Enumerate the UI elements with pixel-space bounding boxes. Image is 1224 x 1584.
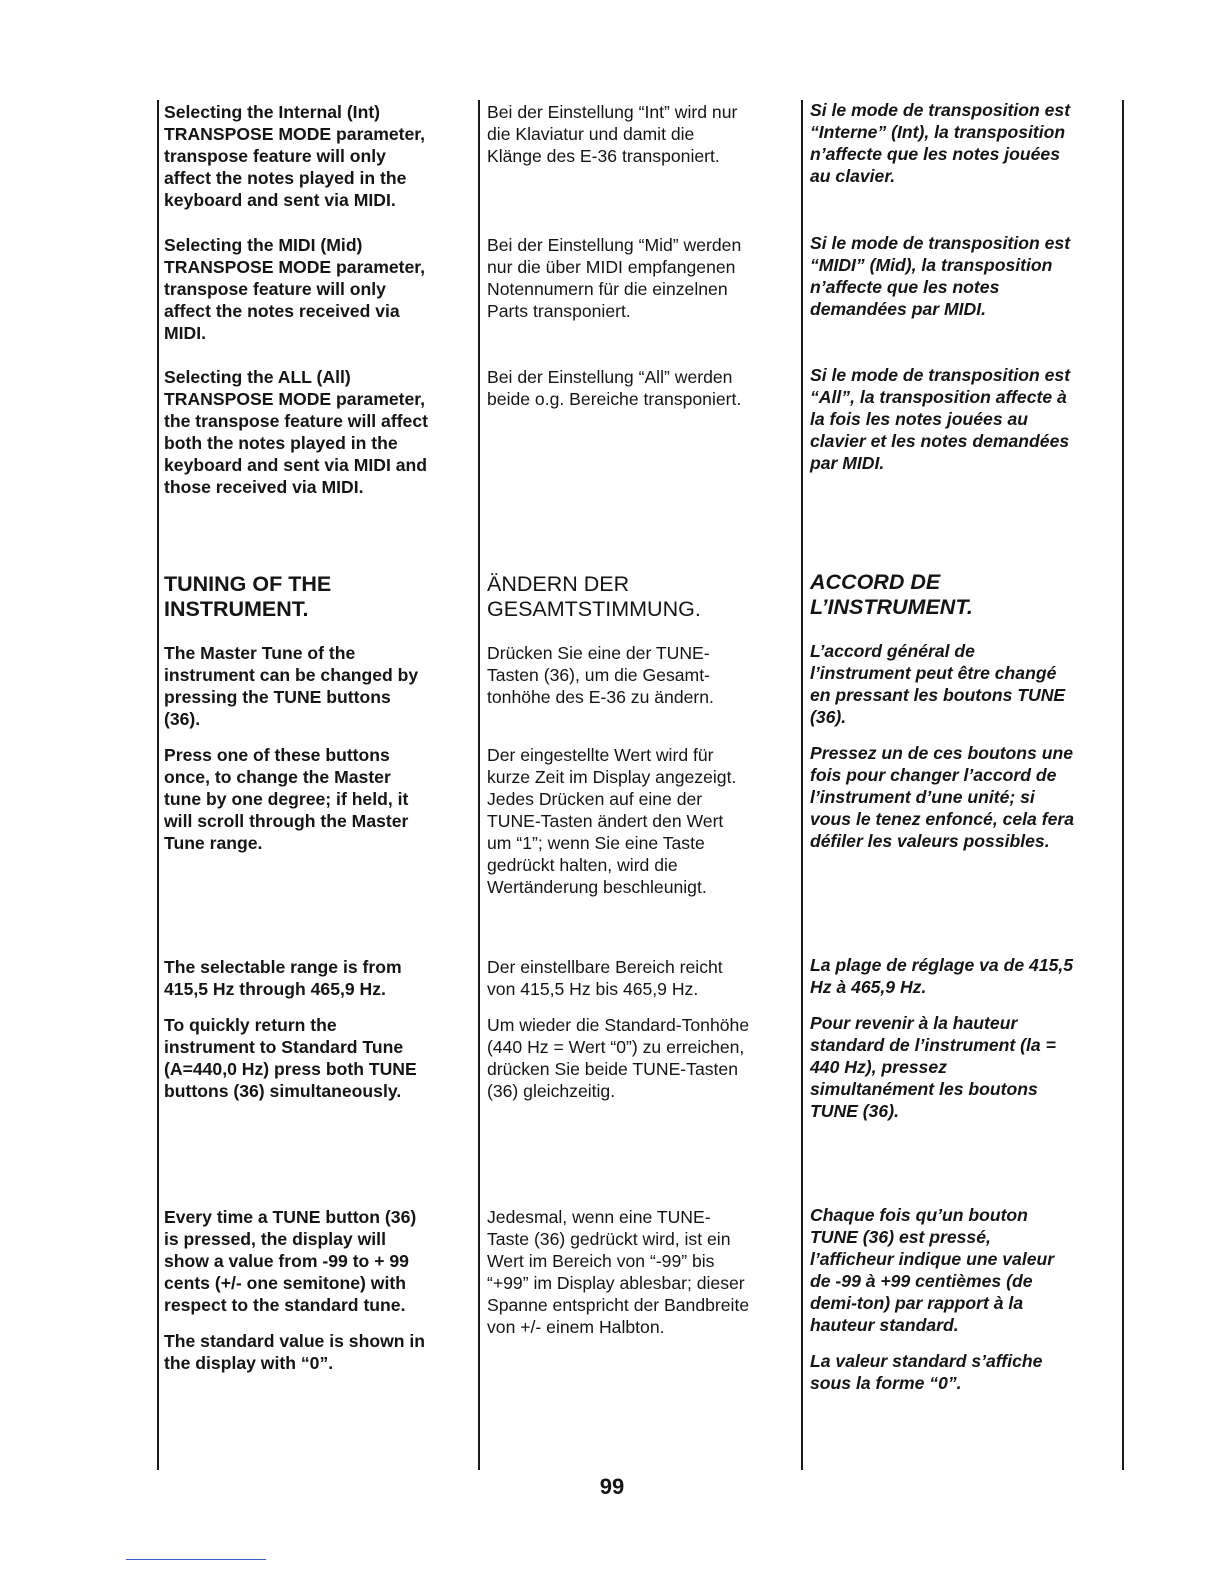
column-divider-middle-left — [478, 100, 480, 1470]
fr-mid-mode-text: Si le mode de transposition est “MIDI” (Mid), la transposition n’affecte que les notes demandées par MIDI. — [810, 233, 1071, 319]
fr-press-buttons-text: Pressez un de ces boutons une fois pour changer l’accord de l’instrument d’une unité; si vous le tenez enfoncé, cela fera défiler les valeurs possibles. — [810, 743, 1075, 851]
fr-standard-value-text: La valeur standard s’affiche sous la forme “0”. — [810, 1351, 1043, 1393]
fr-all-mode-text: Si le mode de transposition est “All”, la transposition affecte à la fois les notes jouées au clavier et les notes demandées par MIDI. — [810, 365, 1071, 473]
en-display-value-text: Every time a TUNE button (36) is pressed, the display will show a value from -99 to + 99 cents (+/- one semitone) with respect to the standard tune. — [164, 1207, 417, 1315]
de-range-text: Der einstellbare Bereich reicht von 415,5 Hz bis 465,9 Hz. — [487, 957, 723, 999]
en-master-tune-text: The Master Tune of the instrument can be changed by pressing the TUNE buttons (36). — [164, 643, 419, 729]
en-standard-tune-text: To quickly return the instrument to Standard Tune (A=440,0 Hz) press both TUNE buttons (36) simultaneously. — [164, 1015, 417, 1101]
de-section-heading: ÄNDERN DER GESAMTSTIMMUNG. — [487, 572, 701, 621]
en-range-text: The selectable range is from 415,5 Hz through 465,9 Hz. — [164, 957, 402, 999]
fr-display-value-text: Chaque fois qu’un bouton TUNE (36) est pressé, l’afficheur indique une valeur de -99 à +99 centièmes (de demi-ton) par rapport à la hauteur standard. — [810, 1205, 1055, 1335]
de-display-value-text: Jedesmal, wenn eine TUNE- Taste (36) gedrückt wird, ist ein Wert im Bereich von “-99” bis “+99” im Display ablesbar; dieser Spanne entspricht der Bandbreite von +/- einem Halbton. — [487, 1207, 750, 1337]
de-int-mode-text: Bei der Einstellung “Int” wird nur die Klaviatur und damit die Klänge des E-36 transponiert. — [487, 102, 738, 166]
fr-section-heading: ACCORD DE L’INSTRUMENT. — [810, 570, 973, 619]
column-divider-left — [157, 100, 159, 1470]
fr-range-text: La plage de réglage va de 415,5 Hz à 465,9 Hz. — [810, 955, 1074, 997]
en-all-mode-text: Selecting the ALL (All) TRANSPOSE MODE parameter, the transpose feature will affect both the notes played in the keyboard and sent via MIDI and those received via MIDI. — [164, 367, 428, 497]
fr-standard-tune-text: Pour revenir à la hauteur standard de l’instrument (la = 440 Hz), pressez simultanément les boutons TUNE (36). — [810, 1013, 1056, 1121]
de-all-mode-text: Bei der Einstellung “All” werden beide o.g. Bereiche transponiert. — [487, 367, 742, 409]
column-divider-middle-right — [801, 100, 803, 1470]
footer-rule — [126, 1559, 266, 1560]
en-section-heading: TUNING OF THE INSTRUMENT. — [164, 572, 332, 621]
de-master-tune-text: Drücken Sie eine der TUNE- Tasten (36), um die Gesamt- tonhöhe des E-36 zu ändern. — [487, 643, 714, 707]
de-mid-mode-text: Bei der Einstellung “Mid” werden nur die über MIDI empfangenen Notennumern für die einzelnen Parts transponiert. — [487, 235, 742, 321]
en-standard-value-text: The standard value is shown in the display with “0”. — [164, 1331, 426, 1373]
de-standard-tune-text: Um wieder die Standard-Tonhöhe (440 Hz = Wert “0”) zu erreichen, drücken Sie beide TUNE-Tasten (36) gleichzeitig. — [487, 1015, 750, 1101]
column-divider-right — [1122, 100, 1124, 1470]
fr-int-mode-text: Si le mode de transposition est “Interne” (Int), la transposition n’affecte que les notes jouées au clavier. — [810, 100, 1071, 186]
page-number: 99 — [599, 1474, 625, 1499]
en-press-buttons-text: Press one of these buttons once, to change the Master tune by one degree; if held, it will scroll through the Master Tune range. — [164, 745, 409, 853]
en-mid-mode-text: Selecting the MIDI (Mid) TRANSPOSE MODE parameter, transpose feature will only affect the notes received via MIDI. — [164, 235, 426, 343]
fr-master-tune-text: L’accord général de l’instrument peut être changé en pressant les boutons TUNE (36). — [810, 641, 1066, 727]
en-int-mode-text: Selecting the Internal (Int) TRANSPOSE MODE parameter, transpose feature will only affect the notes played in the keyboard and sent via MIDI. — [164, 102, 426, 210]
de-press-buttons-text: Der eingestellte Wert wird für kurze Zeit im Display angezeigt. Jedes Drücken auf eine der TUNE-Tasten ändert den Wert um “1”; wenn Sie eine Taste gedrückt halten, wird die Wertänderung beschleunigt. — [487, 745, 737, 897]
